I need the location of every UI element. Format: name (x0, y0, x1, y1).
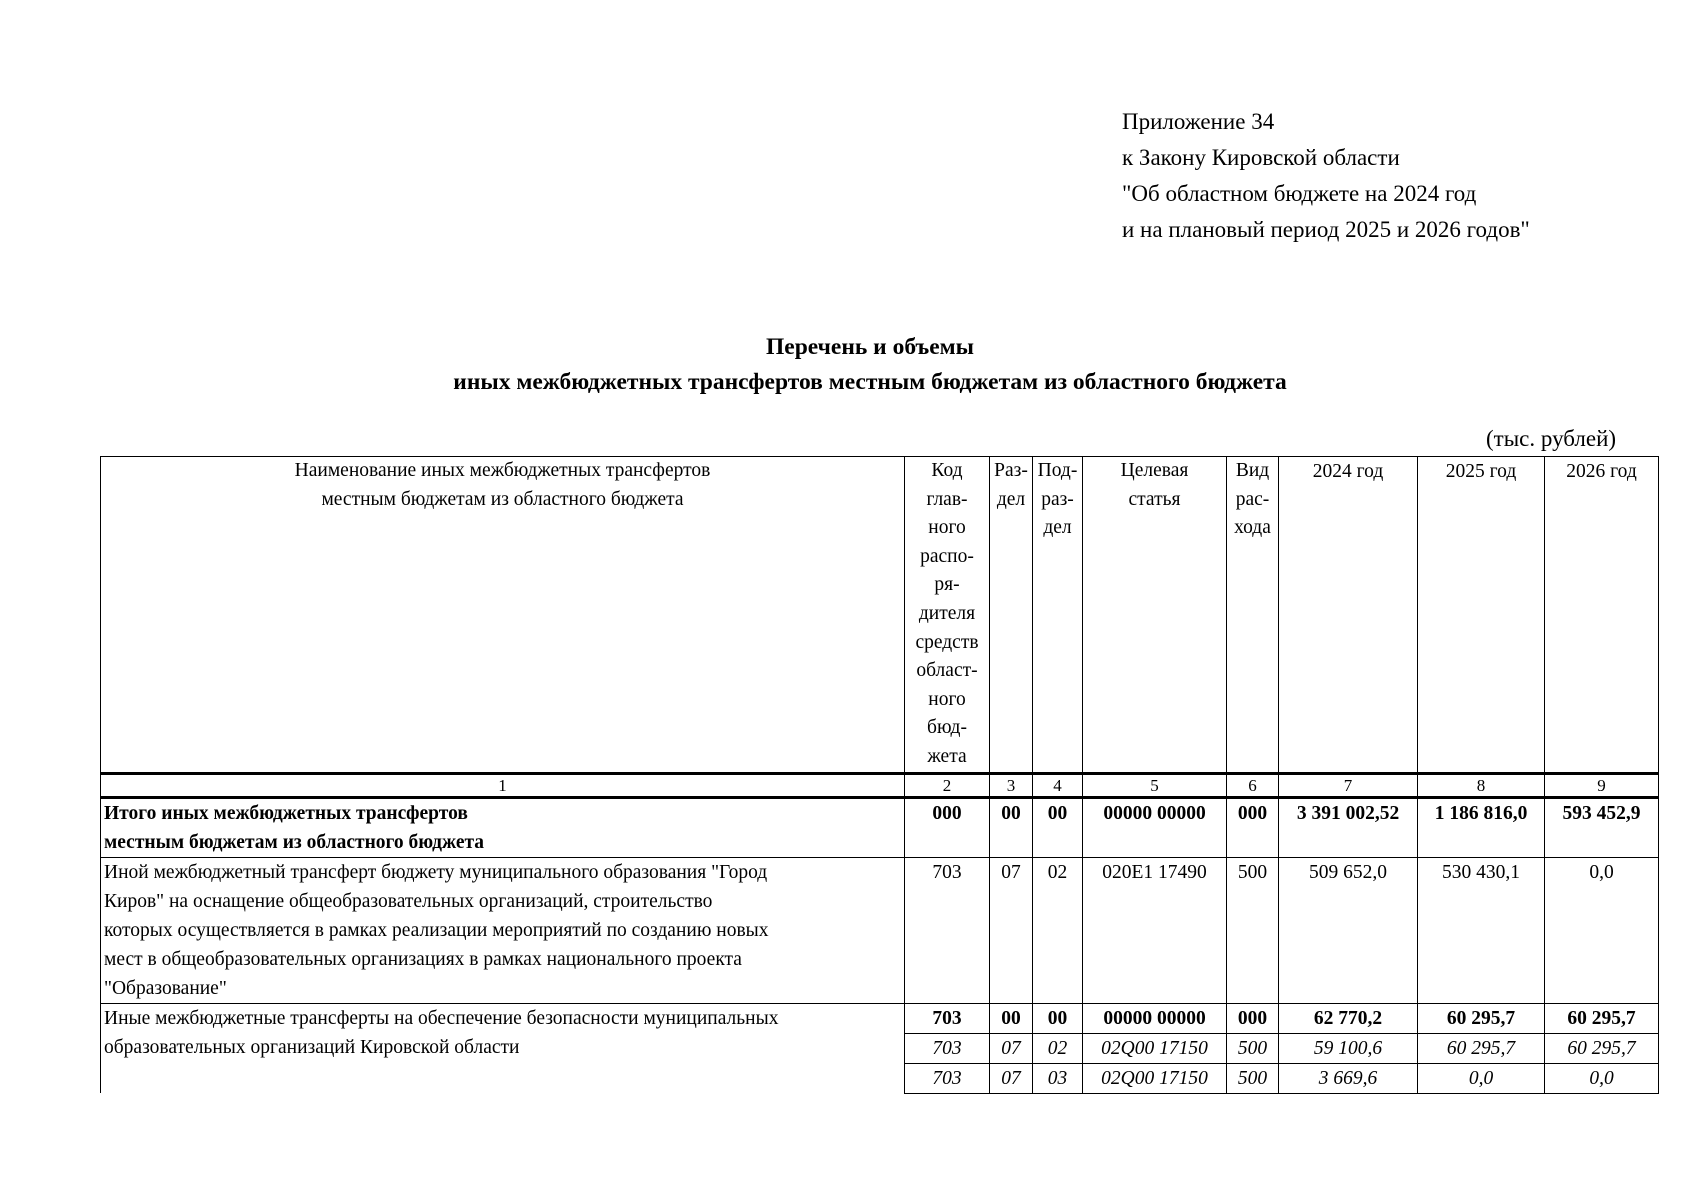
total-subsection: 00 (1033, 797, 1083, 857)
row2-detail2-2026: 0,0 (1545, 1063, 1659, 1093)
column-number: 1 (101, 773, 905, 797)
appendix-law: к Закону Кировской области (1122, 145, 1400, 170)
row1-name-line: Иной межбюджетный трансферт бюджету муниципального образования "Город (104, 861, 768, 883)
row1-name-line: мест в общеобразовательных организациях в рамках национального проекта (104, 948, 742, 970)
header-code-line: дителя (918, 602, 976, 624)
row2-name-line: Иные межбюджетные трансферты на обеспечение безопасности муниципальных (104, 1007, 779, 1029)
row2-code: 703 (905, 1003, 990, 1033)
row2-2026: 60 295,7 (1545, 1003, 1659, 1033)
column-number: 4 (1033, 773, 1083, 797)
header-code-line: бюд- (927, 717, 967, 739)
header-expense-line: Вид (1235, 460, 1270, 481)
row2-detail2-code: 703 (905, 1063, 990, 1093)
table-header-row (101, 457, 1659, 774)
column-number: 9 (1545, 773, 1659, 797)
total-code: 000 (905, 797, 990, 857)
row1-name-line: которых осуществляется в рамках реализации мероприятий по созданию новых (104, 919, 769, 941)
header-code-line: ного (928, 688, 966, 710)
total-target: 00000 00000 (1083, 797, 1227, 857)
header-name-line-2: местным бюджетам из областного бюджета (321, 488, 684, 510)
row2-section: 00 (990, 1003, 1033, 1033)
row2-detail1-section: 07 (990, 1033, 1033, 1063)
row1-name (101, 857, 905, 1003)
row1-2026: 0,0 (1545, 857, 1659, 1003)
table-row (101, 1003, 1659, 1033)
row1-name-line: "Образование" (104, 977, 227, 999)
total-name-line-2: местным бюджетам из областного бюджета (104, 831, 485, 853)
row2-detail1-2024: 59 100,6 (1279, 1033, 1418, 1063)
appendix-law-period: и на плановый период 2025 и 2026 годов" (1122, 217, 1530, 242)
column-number: 6 (1227, 773, 1279, 797)
header-section-line: дел (996, 488, 1026, 510)
row2-detail2-section: 07 (990, 1063, 1033, 1093)
appendix-law-title: "Об областном бюджете на 2024 год (1122, 181, 1477, 206)
header-code-line: распо- (920, 545, 974, 567)
header-code-line: жета (927, 745, 967, 767)
row2-detail2-2025: 0,0 (1418, 1063, 1545, 1093)
row2-detail2-2024: 3 669,6 (1279, 1063, 1418, 1093)
column-number: 2 (905, 773, 990, 797)
row1-expense-type: 500 (1227, 857, 1279, 1003)
header-name (101, 457, 905, 774)
header-code-line: ря- (934, 574, 960, 596)
row1-2025: 530 430,1 (1418, 857, 1545, 1003)
total-expense-type: 000 (1227, 797, 1279, 857)
header-subsection-line: Под- (1037, 460, 1078, 481)
header-code-line: област- (916, 660, 978, 682)
row2-detail1-expense-type: 500 (1227, 1033, 1279, 1063)
total-section: 00 (990, 797, 1033, 857)
row2-detail2-expense-type: 500 (1227, 1063, 1279, 1093)
total-2026: 593 452,9 (1545, 797, 1659, 857)
row2-subsection: 00 (1033, 1003, 1083, 1033)
row2-detail1-subsection: 02 (1033, 1033, 1083, 1063)
header-section-line: Раз- (994, 460, 1028, 481)
row2-detail1-2026: 60 295,7 (1545, 1033, 1659, 1063)
row2-2025: 60 295,7 (1418, 1003, 1545, 1033)
document-title (0, 330, 1688, 400)
total-2025: 1 186 816,0 (1418, 797, 1545, 857)
total-name-line-1: Итого иных межбюджетных трансфертов (104, 802, 468, 824)
header-target-line: Целевая (1120, 460, 1189, 481)
column-number: 8 (1418, 773, 1545, 797)
column-number: 3 (990, 773, 1033, 797)
header-expense-type (1227, 457, 1279, 774)
row1-section: 07 (990, 857, 1033, 1003)
header-code-line: Код (931, 460, 963, 481)
units-label: (тыс. рублей) (1486, 426, 1617, 451)
table-row-total (101, 797, 1659, 857)
row2-detail1-target: 02Q00 17150 (1083, 1033, 1227, 1063)
row2-name-line: образовательных организаций Кировской области (104, 1036, 520, 1058)
header-2024: 2024 год (1279, 457, 1418, 774)
header-target (1083, 457, 1227, 774)
row2-detail1-code: 703 (905, 1033, 990, 1063)
row1-2024: 509 652,0 (1279, 857, 1418, 1003)
appendix-header (1122, 104, 1530, 248)
row2-detail2-target: 02Q00 17150 (1083, 1063, 1227, 1093)
total-name (101, 797, 905, 857)
header-code (905, 457, 990, 774)
header-expense-line: хода (1234, 517, 1271, 539)
row1-target: 020E1 17490 (1083, 857, 1227, 1003)
table-row (101, 857, 1659, 1003)
header-subsection-line: дел (1043, 517, 1072, 539)
header-expense-line: рас- (1235, 488, 1270, 510)
row2-expense-type: 000 (1227, 1003, 1279, 1033)
row2-detail2-subsection: 03 (1033, 1063, 1083, 1093)
column-number: 5 (1083, 773, 1227, 797)
row2-name (101, 1003, 905, 1093)
transfers-table (100, 456, 1659, 1094)
header-section (990, 457, 1033, 774)
column-number: 7 (1279, 773, 1418, 797)
appendix-number: Приложение 34 (1122, 109, 1275, 134)
header-2026: 2026 год (1545, 457, 1659, 774)
row2-target: 00000 00000 (1083, 1003, 1227, 1033)
row1-name-line: Киров" на оснащение общеобразовательных организаций, строительство (104, 890, 713, 912)
header-name-line-1: Наименование иных межбюджетных трансфертов (294, 460, 711, 481)
header-code-line: средств (915, 631, 979, 653)
row1-subsection: 02 (1033, 857, 1083, 1003)
row2-2024: 62 770,2 (1279, 1003, 1418, 1033)
row1-code: 703 (905, 857, 990, 1003)
row2-detail1-2025: 60 295,7 (1418, 1033, 1545, 1063)
header-subsection (1033, 457, 1083, 774)
total-2024: 3 391 002,52 (1279, 797, 1418, 857)
header-target-line: статья (1128, 488, 1181, 510)
title-line-2: иных межбюджетных трансфертов местным бюджетам из областного бюджета (453, 369, 1287, 395)
column-number-row (101, 773, 1659, 797)
header-code-line: ного (928, 517, 966, 539)
title-line-1: Перечень и объемы (766, 334, 974, 360)
header-subsection-line: раз- (1041, 488, 1074, 510)
header-2025: 2025 год (1418, 457, 1545, 774)
header-code-line: глав- (926, 488, 968, 510)
